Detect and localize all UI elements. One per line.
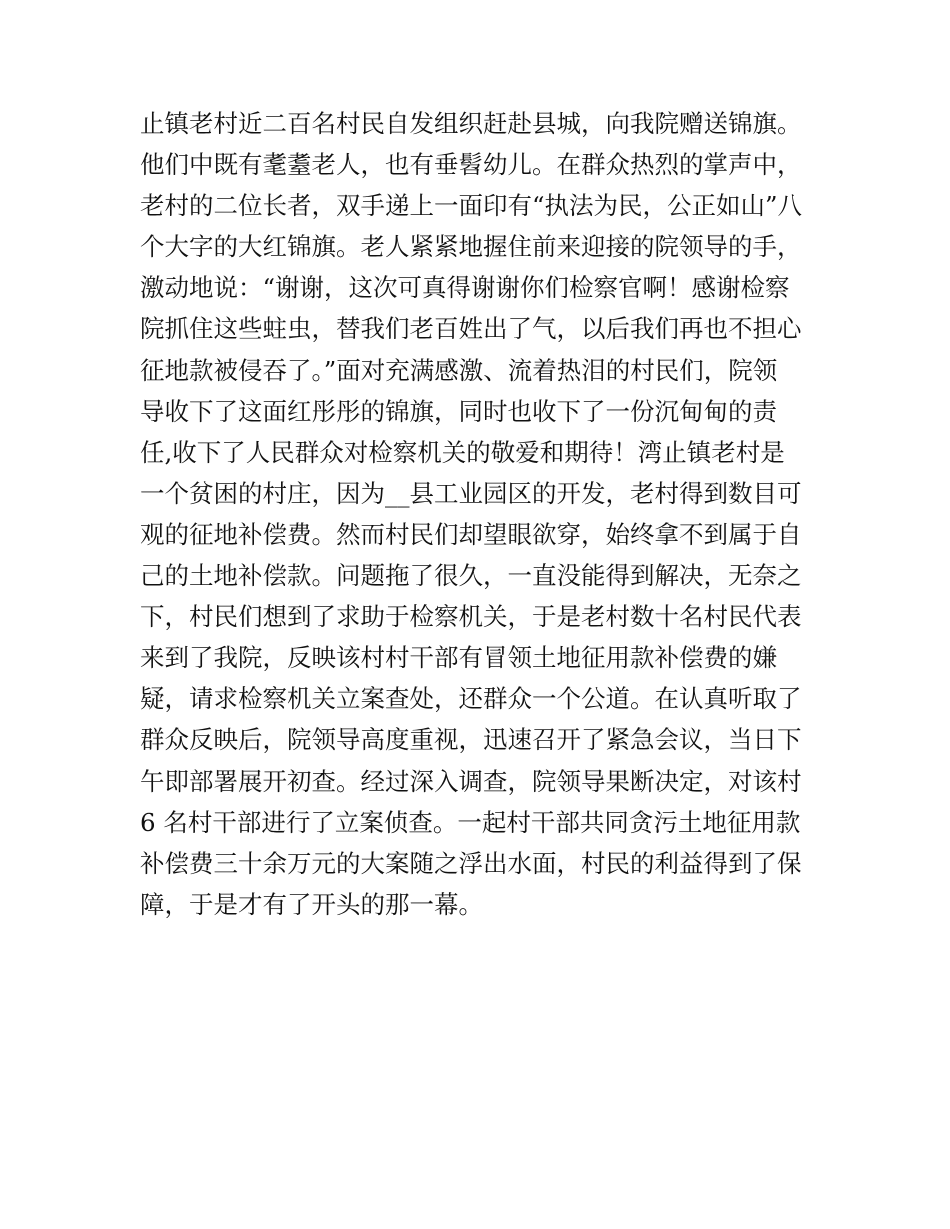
text-line: 止镇老村近二百名村民自发组织赶赴县城，向我院赠送锦旗。 <box>140 109 802 138</box>
text-line: 群众反映后，院领导高度重视，迅速召开了紧急会议，当日下 <box>140 725 802 755</box>
text-line: 征地款被侵吞了。”面对充满感激、流着热泪的村民们，院领 <box>140 355 778 385</box>
text-line: 他们中既有耄耋老人，也有垂髫幼儿。在群众热烈的掌声中， <box>140 150 802 180</box>
text-line: 下，村民们想到了求助于检察机关，于是老村数十名村民代表 <box>140 602 802 632</box>
text-line: 观的征地补偿费。然而村民们却望眼欲穿，始终拿不到属于自 <box>140 519 802 549</box>
text-line: 障，于是才有了开头的那一幕。 <box>140 889 483 919</box>
text-line: 个大字的大红锦旗。老人紧紧地握住前来迎接的院领导的手， <box>140 232 802 262</box>
text-line: 补偿费三十余万元的大案随之浮出水面，村民的利益得到了保 <box>140 848 802 878</box>
text-line: 疑，请求检察机关立案查处，还群众一个公道。在认真听取了 <box>140 684 802 714</box>
text-line: 任,收下了人民群众对检察机关的敬爱和期待！湾止镇老村是 <box>140 437 785 467</box>
text-line: 导收下了这面红彤彤的锦旗，同时也收下了一份沉甸甸的责 <box>140 396 777 426</box>
text-line: 激动地说：“谢谢，这次可真得谢谢你们检察官啊！感谢检察 <box>140 273 790 303</box>
text-line: 午即部署展开初查。经过深入调查，院领导果断决定，对该村 <box>140 766 802 796</box>
text-line: 己的土地补偿款。问题拖了很久，一直没能得到解决，无奈之 <box>140 561 802 591</box>
text-line: 6 名村干部进行了立案侦查。一起村干部共同贪污土地征用款 <box>140 807 801 837</box>
text-line: 一个贫困的村庄，因为__县工业园区的开发，老村得到数目可 <box>140 478 802 508</box>
body-paragraph <box>140 103 820 925</box>
text-line: 院抓住这些蛀虫，替我们老百姓出了气，以后我们再也不担心 <box>140 314 802 344</box>
text-line: 老村的二位长者，双手递上一面印有“执法为民，公正如山”八 <box>140 191 803 221</box>
text-line: 来到了我院，反映该村村干部有冒领土地征用款补偿费的嫌 <box>140 643 777 673</box>
